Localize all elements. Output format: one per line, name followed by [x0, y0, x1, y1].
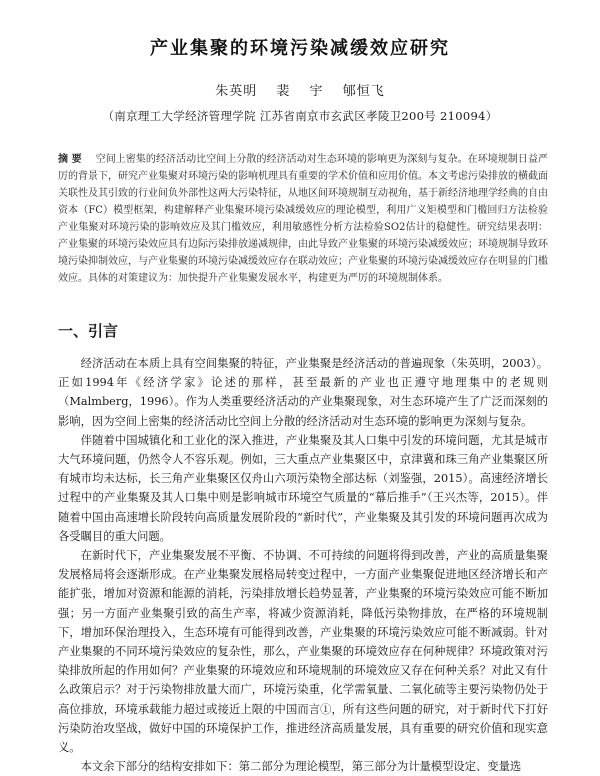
body-paragraph: 经济活动在本质上具有空间集聚的特征，产业集聚是经济活动的普遍现象（朱英明，2003）。正如1994年《经济学家》论述的那样，甚至最新的产业也正遵守地理集中的老规则（Malmberg，1996）。作为人类重要经济活动的产业集聚现象，对生态环境产生了广泛而深刻的影响，因为空间上密集的经济活动比空间上分散的经济活动对生态环境的影响更为深刻与复杂。 — [58, 357, 548, 428]
author-name: 朱英明 — [215, 84, 258, 99]
author-affiliation: （南京理工大学经济管理学院 江苏省南京市玄武区孝陵卫200号 210094） — [102, 109, 498, 123]
introduction-body — [58, 354, 548, 776]
body-paragraph: 本文余下部分的结构安排如下：第二部分为理论模型，第三部分为计量模型设定、变量选 — [80, 760, 522, 774]
author-name: 郇恒飞 — [342, 84, 385, 99]
body-paragraph: 在新时代下，产业集聚发展不平衡、不协调、不可持续的问题将得到改善，产业的高质量集聚发展格局将会逐渐形成。在产业集聚发展格局转变过程中，一方面产业集聚促进地区经济增长和产能扩张，增加对资源和能源的消耗，污染排放增长趋势显著，产业集聚的环境污染效应可能不断加强；另一方面产业集聚引致的高生产率，将减少资源消耗，降低污染物排放，在严格的环境规制下，增加环保治理投入，生态环境有可能得到改善，产业集聚的环境污染效应可能不断减弱。针对产业集聚的不同环境污染效应的复杂性，那么，产业集聚的环境效应存在何种规律？环境政策对污染排放所起的作用如何？产业集聚的环境效应和环境规制的环境效应又存在何种关系？对此又有什么政策启示？对于污染物排放量大而广，环境污染重，化学需氧量、二氧化硫等主要污染物仍处于高位排放，环境承载能力超过或接近上限的中国而言①，所有这些问题的研究，对于新时代下打好污染防治攻坚战，做好中国的环境保护工作，推进经济高质量发展，具有重要的研究价值和现实意义。 — [58, 549, 548, 755]
author-name: 裴 宇 — [276, 84, 324, 99]
abstract-text: 空间上密集的经济活动比空间上分散的经济活动对生态环境的影响更为深刻与复杂。在环境规制日益严厉的背景下，研究产业集聚对环境污染的影响机理具有重要的学术价值和应用价值。本文考虑污染排放的横截面关联性及其引致的行业间负外部性这两大污染特征，从地区间环境规制互动视角，基于新经济地理学经典的自由资本（FC）模型框架，构建解释产业集聚环境污染减缓效应的理论模型，利用广义矩模型和门槛回归方法检验产业集聚对环境污染的影响效应及其门槛效应，利用敏感性分析方法检验SO2估计的稳健性。研究结果表明：产业集聚的环境污染效应具有边际污染排放递减规律，由此导致产业集聚的环境污染减缓效应；环境规制导致环境污染抑制效应，与产业集聚的环境污染减缓效应存在联动效应；产业集聚的环境污染减缓效应存在明显的门槛效应。具体的对策建议为：加快提升产业集聚发展水平，构建更为严厉的环境规制体系。 — [58, 154, 549, 284]
body-paragraph: 伴随着中国城镇化和工业化的深入推进，产业集聚及其人口集中引发的环境问题，尤其是城市大气环境问题，仍然令人不容乐观。例如，三大重点产业集聚区中，京津冀和珠三角产业集聚区所有城市均未达标，长三角产业集聚区仅舟山六项污染物全部达标（刘鉴强，2015）。高速经济增长过程中的产业集聚及其人口集中则是影响城市环境空气质量的“幕后推手”（王兴杰等，2015）。伴随着中国由高速增长阶段转向高质量发展阶段的“新时代”，产业集聚及其引发的环境问题再次成为各受瞩目的重大问题。 — [58, 433, 548, 543]
paper-title: 产业集聚的环境污染减缓效应研究 — [150, 38, 450, 59]
author-list — [0, 80, 600, 99]
section-heading-introduction: 一、引言 — [58, 322, 119, 340]
abstract — [58, 151, 548, 287]
abstract-label: 摘 要 — [58, 154, 82, 165]
